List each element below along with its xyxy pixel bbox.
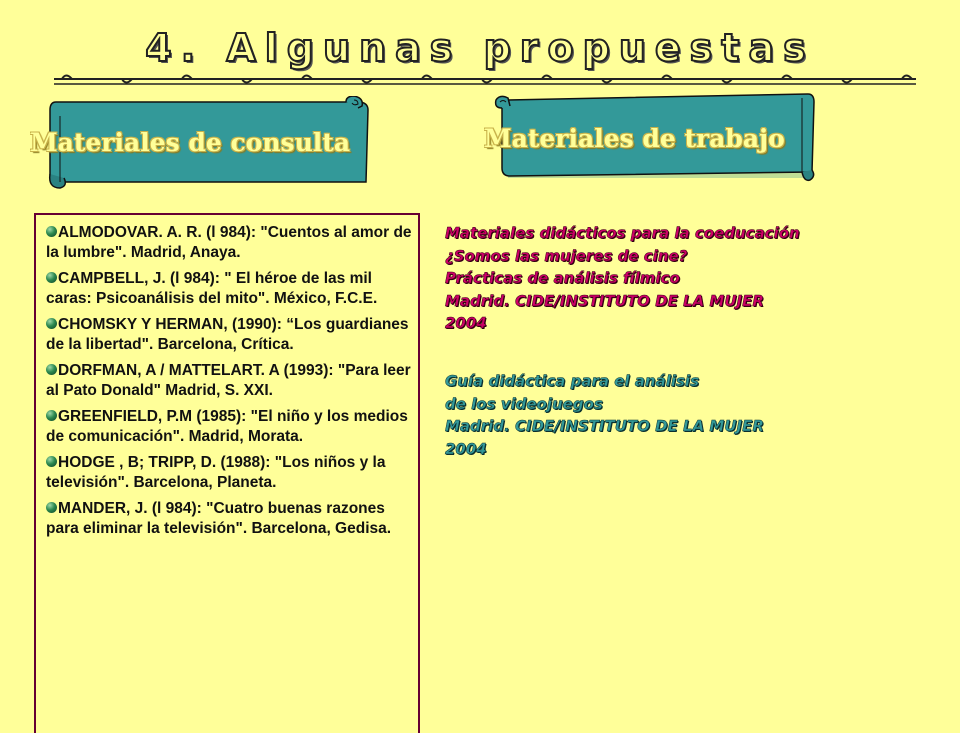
list-item: DORFMAN, A / MATTELART. A (1993): "Para leer al Pato Donald" Madrid, S. XXI. [46,362,411,399]
list-item: ALMODOVAR. A. R. (l 984): "Cuentos al amor de la lumbre". Madrid, Anaya. [46,224,412,261]
work-line: Guía didáctica para el análisis [445,372,699,390]
bullet-icon [46,502,57,513]
bullet-icon [46,318,57,329]
work-line: Prácticas de análisis fílmico [445,269,680,287]
page-title: 4. Algunas propuestas [145,26,815,70]
bullet-icon [46,410,57,421]
work-line: Materiales didácticos para la coeducación [445,224,800,242]
work-materials-block-1 [445,222,800,335]
title-underline-ornament [52,70,918,90]
trabajo-label: Materiales de trabajo [484,124,785,153]
bullet-icon [46,456,57,467]
work-line: 2004 [445,439,487,458]
work-line: de los videojuegos [445,394,603,413]
consulta-label: Materiales de consulta [30,128,351,157]
bullet-icon [46,226,57,237]
list-item: CAMPBELL, J. (l 984): " El héroe de las mil caras: Psicoanálisis del mito". México, F.C.E. [46,270,378,307]
work-line: Madrid. CIDE/INSTITUTO DE LA MUJER [445,417,764,435]
bullet-icon [46,272,57,283]
list-item: GREENFIELD, P.M (1985): "El niño y los medios de comunicación". Madrid, Morata. [46,408,408,445]
list-item: CHOMSKY Y HERMAN, (1990): “Los guardianes de la libertad". Barcelona, Crítica. [46,316,409,353]
work-line: 2004 [445,314,487,332]
work-materials-block-2 [445,370,764,460]
list-item: HODGE , B; TRIPP, D. (1988): "Los niños y la televisión". Barcelona, Planeta. [46,454,386,491]
work-line: Madrid. CIDE/INSTITUTO DE LA MUJER [445,291,764,310]
bullet-icon [46,364,57,375]
references-list [34,213,420,733]
work-line: ¿Somos las mujeres de cine? [445,246,688,265]
list-item: MANDER, J. (l 984): "Cuatro buenas razones para eliminar la televisión". Barcelona, Gedisa. [46,500,392,537]
